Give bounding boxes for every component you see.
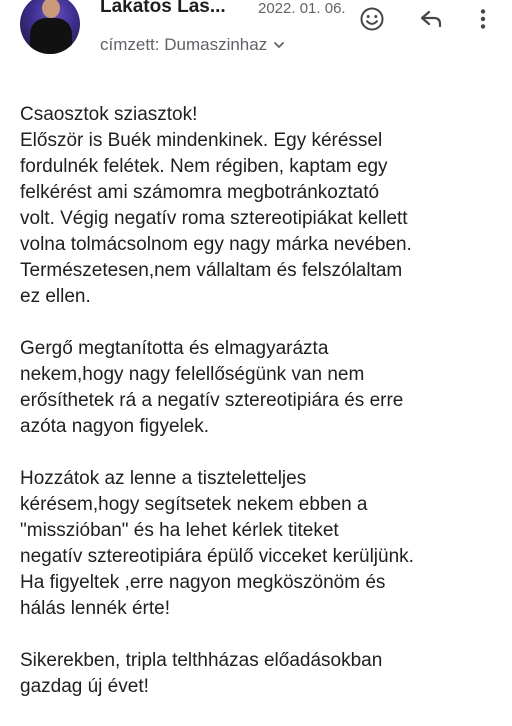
message-line: Csaosztok sziasztok! (20, 104, 198, 125)
message-body (20, 102, 504, 726)
recipient-label: címzett: Dumaszinhaz (100, 35, 268, 54)
sender-name[interactable]: Lakatos Las... (100, 0, 226, 17)
message-date: 2022. 01. 06. (258, 0, 346, 17)
message-line: felkérést ami számomra megbotránkoztató (20, 182, 380, 203)
message-line: volt. Végig negatív roma sztereotipiákat kellett (20, 208, 408, 229)
reply-icon (418, 6, 444, 32)
sender-avatar[interactable] (20, 0, 80, 54)
message-line: nekem,hogy nagy felellőségünk van nem (20, 364, 365, 385)
message-line: Ha figyeltek ,erre nagyon megköszönöm és (20, 572, 386, 593)
message-line: Természetesen,nem vállaltam és felszólaltam (20, 260, 403, 281)
avatar-head (42, 0, 60, 18)
chevron-down-icon (273, 39, 285, 51)
add-reaction-button[interactable] (355, 2, 389, 36)
message-line: ez ellen. (20, 286, 91, 307)
message-paragraph (20, 102, 504, 310)
message-header (0, 0, 512, 70)
message-line: azóta nagyon figyelek. (20, 416, 210, 437)
recipient-toggle[interactable] (100, 34, 285, 56)
message-line: hálás lennék érte! (20, 598, 170, 619)
message-line: erősíthetek rá a negatív sztereotipiára és erre (20, 390, 404, 411)
message-line: negatív sztereotipiára épülő vicceket kerüljünk. (20, 546, 414, 567)
message-line: gazdag új évet! (20, 676, 149, 697)
message-paragraph (20, 336, 504, 440)
more-options-button[interactable] (466, 2, 500, 36)
message-line: "misszióban" és ha lehet kérlek titeket (20, 520, 339, 541)
message-line: fordulnék felétek. Nem régiben, kaptam egy (20, 156, 388, 177)
add-reaction-icon (359, 6, 385, 32)
message-line: Hozzátok az lenne a tiszteletteljes (20, 468, 307, 489)
reply-button[interactable] (414, 2, 448, 36)
message-line: Sikerekben, tripla telthházas előadásokban (20, 650, 383, 671)
avatar-body (30, 18, 72, 54)
more-vert-icon (470, 6, 496, 32)
message-paragraph (20, 466, 504, 622)
message-line: Gergő megtanította és elmagyarázta (20, 338, 329, 359)
message-line: kérésem,hogy segítsetek nekem ebben a (20, 494, 368, 515)
message-line: Először is Buék mindenkinek. Egy kéréssel (20, 130, 383, 151)
message-paragraph (20, 648, 504, 700)
message-line: volna tolmácsolnom egy nagy márka nevében. (20, 234, 412, 255)
